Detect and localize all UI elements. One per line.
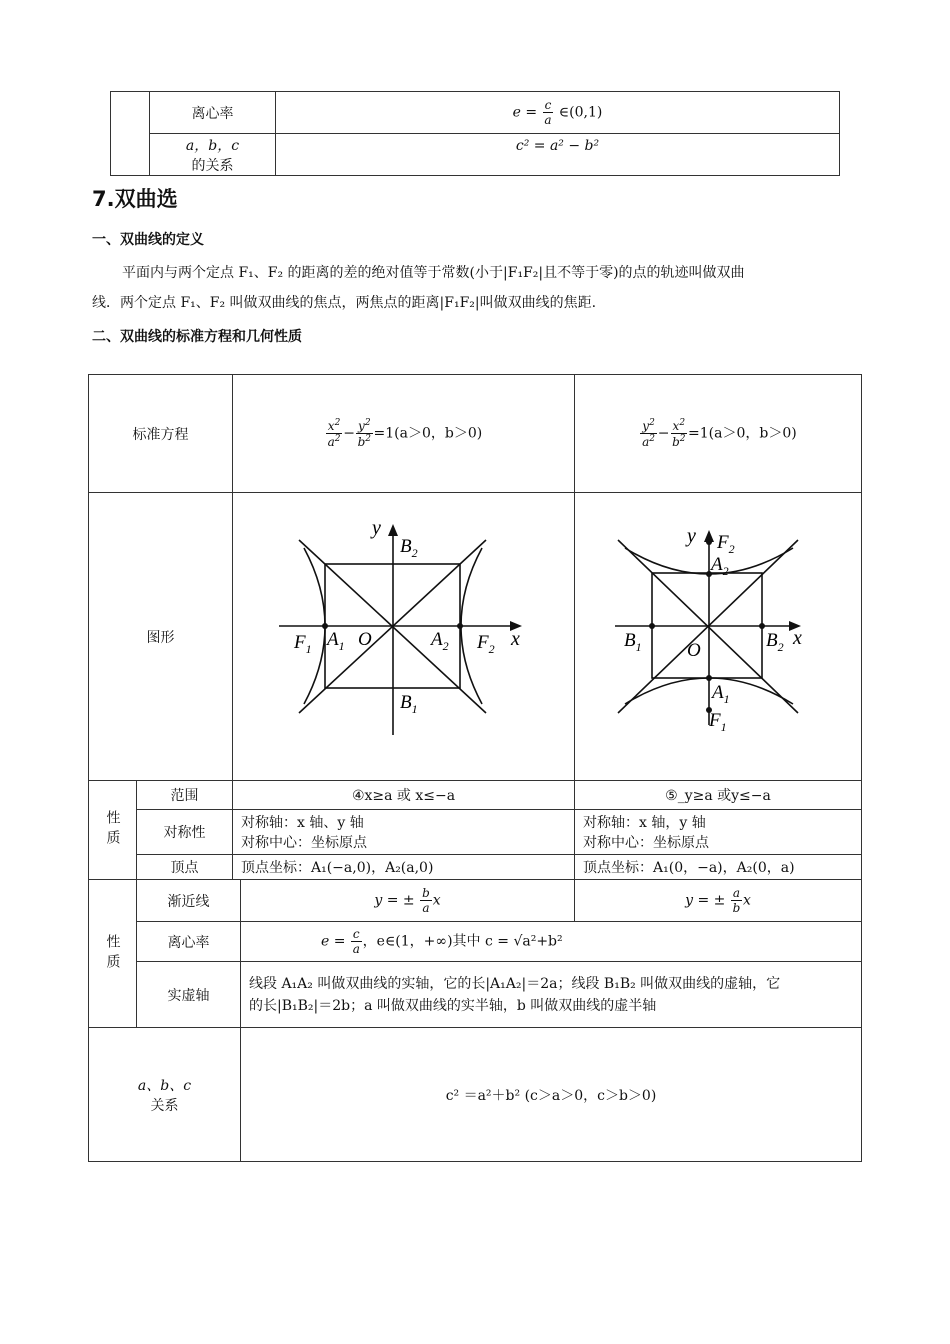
symmetry-1-line2: 对称中心：坐标原点: [241, 835, 367, 851]
main-table: [88, 374, 862, 1162]
ecc-formula: [241, 922, 862, 962]
top-abc-line2: 的关系: [191, 157, 234, 174]
top-table: [110, 91, 840, 176]
range-2: ⑤_y≥a 或y≤−a: [575, 781, 862, 810]
graph-label: 图形: [89, 493, 233, 781]
eq1-cond: =1(a＞0，b＞0): [373, 425, 483, 442]
fig2-label-F2: $F_2$: [717, 531, 735, 556]
abc-formula: c² ＝a²＋b² (c＞a＞0，c＞b＞0): [241, 1028, 862, 1162]
fig2-point-B2: [759, 623, 765, 629]
asym2-frac: $\frac{a}{b}$: [732, 886, 741, 915]
fig2-point-A1: [706, 675, 712, 681]
property-label-1: 性质: [89, 781, 137, 880]
asymptote-1: [241, 880, 575, 922]
fig2-label-B2: $B_2$: [766, 629, 784, 654]
axes-text: [241, 962, 862, 1028]
vertex-1: 顶点坐标：A₁(−a,0)，A₂(a,0): [233, 855, 575, 880]
asym1-prefix: y = ±: [374, 892, 415, 909]
top-ecc-fraction: [543, 99, 554, 126]
axes-label: 实虚轴: [137, 962, 241, 1028]
asymptote-2: [575, 880, 862, 922]
hyperbola-y-figure: [603, 520, 833, 750]
symmetry-2-line2: 对称中心：坐标原点: [583, 835, 710, 851]
top-abc-line1: a，b，c: [185, 137, 240, 154]
symmetry-2: [575, 810, 862, 855]
ecc-prefix: e =: [321, 933, 346, 950]
axes-line2: 的长|B₁B₂|＝2b；a 叫做双曲线的实半轴，b 叫做双曲线的虚半轴: [249, 997, 657, 1014]
section-title: 7.双曲选: [92, 187, 178, 211]
abc-line1: a、b、c: [137, 1077, 192, 1094]
ecc-rest: ，e∈(1，+∞)其中 c = √a²+b²: [362, 933, 563, 950]
definition-heading: 一、双曲线的定义: [92, 232, 204, 248]
fig1-point-A2: [457, 623, 463, 629]
std-eq-1: $\frac{x^2}{a^2}$ − $\frac{y^2}{b^2}$ =1(a＞0，b＞0): [233, 375, 575, 493]
fig1-label-A1: $A_1$: [326, 628, 345, 653]
asymptote-label: 渐近线: [137, 880, 241, 922]
top-ecc-num: c: [544, 98, 552, 112]
fig2-point-F2: [706, 539, 712, 545]
vertex-2: 顶点坐标：A₁(0，−a)，A₂(0，a): [575, 855, 862, 880]
asym2-x: x: [743, 892, 751, 909]
fig2-label-A1: $A_1$: [712, 681, 730, 706]
std-eq-2: $\frac{y^2}{a^2}$ − $\frac{x^2}{b^2}$ =1(a＞0，b＞0): [575, 375, 862, 493]
top-table-merged-cell: [111, 92, 150, 176]
fig1-label-F2: $F_2$: [476, 631, 495, 656]
abc-label: [89, 1028, 241, 1162]
fig2-label-B1: $B_1$: [624, 629, 642, 654]
top-ecc-den: a: [544, 113, 552, 127]
fig1-label-y: y: [371, 519, 381, 539]
symmetry-label: 对称性: [137, 810, 233, 855]
top-ecc-prefix: e =: [512, 104, 538, 121]
fig1-label-F1: $F_1$: [293, 631, 312, 656]
fig2-label-F1: $F_1$: [709, 709, 727, 734]
graph-1-cell: [233, 493, 575, 781]
eq2-y-frac: $\frac{y^2}{a^2}$: [642, 418, 655, 449]
fig1-label-B1: $B_1$: [399, 691, 418, 716]
fig1-label-A2: $A_2$: [430, 628, 449, 653]
fig2-label-O: O: [687, 639, 701, 661]
asym2-prefix: y = ±: [685, 892, 726, 909]
properties-heading: 二、双曲线的标准方程和几何性质: [92, 329, 302, 345]
std-eq-label: 标准方程: [89, 375, 233, 493]
symmetry-1: [233, 810, 575, 855]
eq1-x-frac: $\frac{x^2}{a^2}$: [327, 418, 341, 449]
fig2-label-y: y: [687, 524, 696, 547]
fig2-label-x: x: [793, 626, 802, 649]
range-1: ④x≥a 或 x≤−a: [233, 781, 575, 810]
asym1-x: x: [432, 892, 441, 909]
definition-paragraph-line2: 线．两个定点 F₁、F₂ 叫做双曲线的焦点，两焦点的距离|F₁F₂|叫做双曲线的焦距.: [92, 295, 597, 311]
hyperbola-x-figure: [274, 520, 534, 750]
top-ecc-range: ∈(0,1): [558, 104, 603, 121]
graph-2-cell: [575, 493, 862, 781]
symmetry-1-line1: 对称轴：x 轴、y 轴: [241, 815, 364, 831]
eq2-cond: =1(a＞0，b＞0): [688, 425, 797, 442]
vertex-label: 顶点: [137, 855, 233, 880]
axes-line1: 线段 A₁A₂ 叫做双曲线的实轴，它的长|A₁A₂|＝2a；线段 B₁B₂ 叫做双曲线的虚轴，它: [249, 975, 781, 992]
eq2-x-frac: $\frac{x^2}{b^2}$: [672, 418, 686, 449]
eq1-y-frac: $\frac{y^2}{b^2}$: [357, 418, 371, 449]
property-label-2: 性质: [89, 880, 137, 1028]
fig1-label-x: x: [510, 627, 520, 650]
symmetry-2-line1: 对称轴：x 轴，y 轴: [583, 815, 706, 831]
top-abc-formula: c² = a² − b²: [276, 134, 840, 176]
abc-line2: 关系: [150, 1097, 179, 1114]
top-abc-label: [150, 134, 276, 176]
ecc-label: 离心率: [137, 922, 241, 962]
definition-paragraph-line1: 平面内与两个定点 F₁、F₂ 的距离的差的绝对值等于常数(小于|F₁F₂|且不等于零)的点的轨迹叫做双曲: [122, 265, 745, 281]
range-label: 范围: [137, 781, 233, 810]
fig1-label-O: O: [357, 628, 372, 650]
fig2-label-A2: $A_2$: [711, 553, 729, 578]
ecc-frac: $\frac{c}{a}$: [352, 927, 360, 956]
fig1-label-B2: $B_2$: [399, 535, 418, 560]
top-ecc-label: 离心率: [150, 92, 276, 134]
asym1-frac: $\frac{b}{a}$: [422, 886, 430, 915]
fig1-y-arrow: [388, 524, 398, 536]
fig2-point-B1: [649, 623, 655, 629]
top-ecc-formula: [276, 92, 840, 134]
